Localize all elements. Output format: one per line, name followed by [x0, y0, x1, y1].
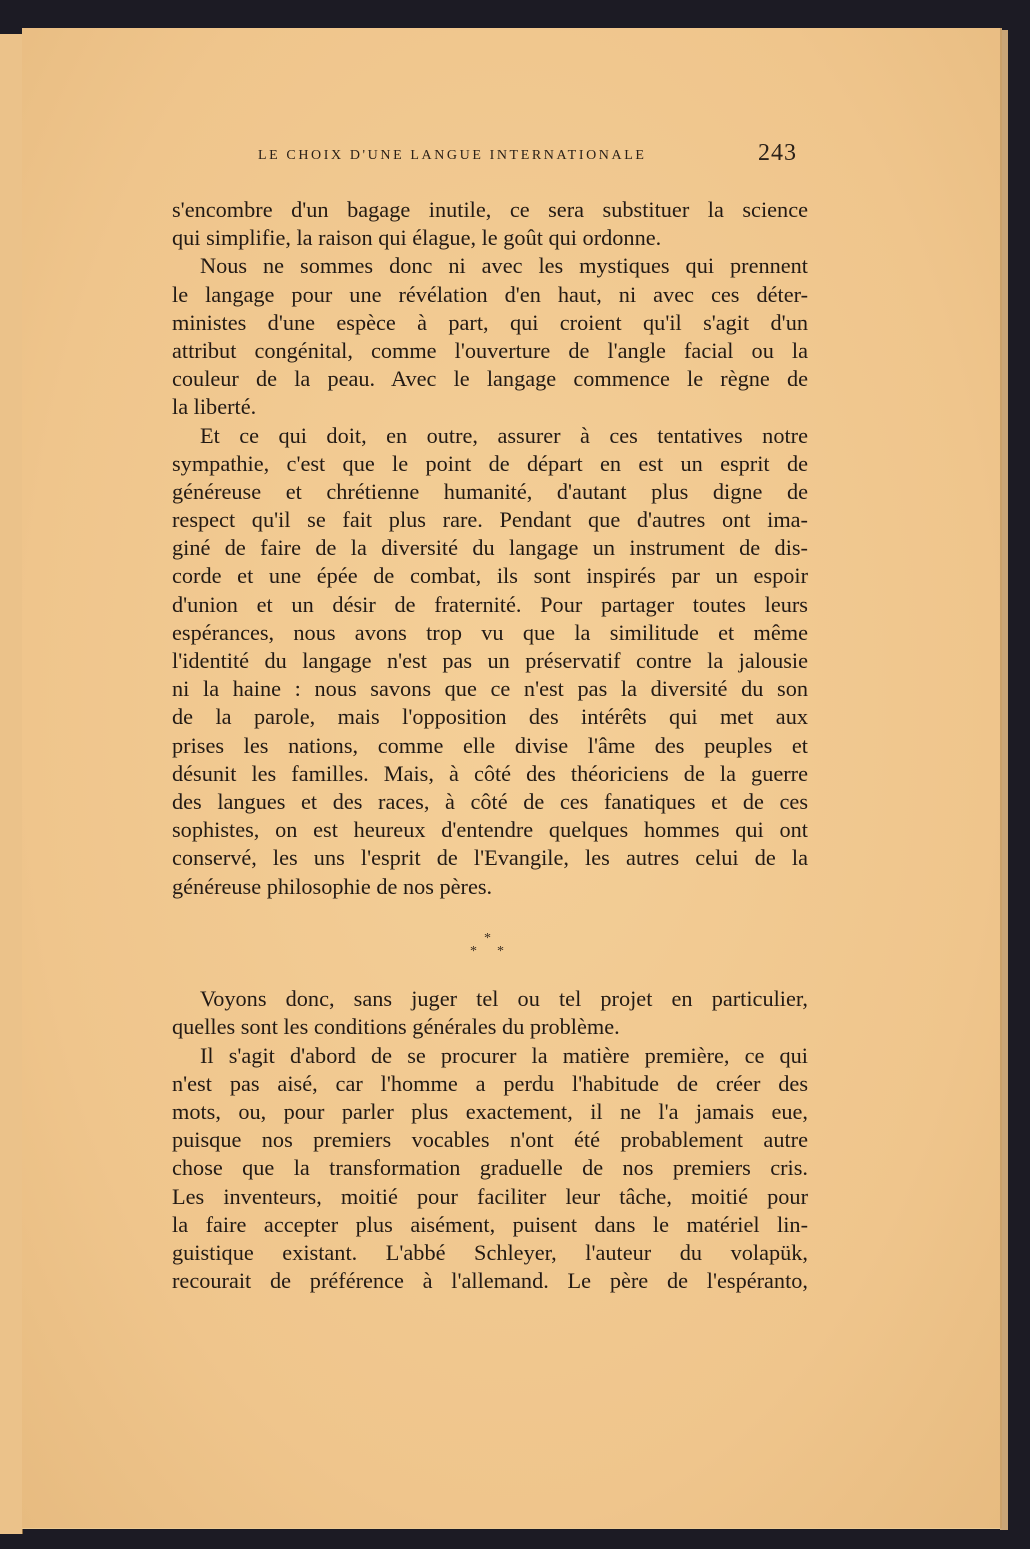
paragraph — [172, 985, 808, 1041]
text-line: Et ce qui doit, en outre, assurer à ces tentatives notre — [200, 422, 808, 448]
text-line: sophistes, on est heureux d'entendre quelques hommes qui ont — [172, 817, 808, 843]
text-line: l'identité du langage n'est pas un préservatif contre la jalousie — [172, 648, 808, 673]
text-line: sympathie, c'est que le point de départ en est un esprit de — [172, 450, 808, 476]
paragraph — [172, 196, 808, 252]
text-line: attribut congénital, comme l'ouverture de l'angle facial ou la — [172, 337, 808, 363]
body-text — [172, 196, 808, 1295]
text-line: espérances, nous avons trop vu que la similitude et même — [172, 619, 808, 645]
text-line: puisque nos premiers vocables n'ont été probablement autre — [172, 1127, 808, 1153]
text-line: respect qu'il se fait plus rare. Pendant que d'autres ont ima- — [172, 507, 808, 533]
text-line: mots, ou, pour parler plus exactement, il ne l'a jamais eue, — [172, 1099, 808, 1125]
text-line: Les inventeurs, moitié pour faciliter leur tâche, moitié pour — [172, 1183, 808, 1209]
running-title: LE CHOIX D'UNE LANGUE INTERNATIONALE — [258, 148, 647, 163]
text-line: chose que la transformation graduelle de nos premiers cris. — [172, 1155, 808, 1181]
text-line: d'union et un désir de fraternité. Pour partager toutes leurs — [172, 591, 808, 617]
text-line: la liberté. — [172, 394, 257, 420]
text-line: giné de faire de la diversité du langage un instrument de dis- — [172, 535, 808, 561]
text-line: couleur de la peau. Avec le langage commence le règne de — [172, 366, 808, 392]
text-line: Voyons donc, sans juger tel ou tel projet en particulier, — [200, 986, 808, 1012]
text-line: ministes d'une espèce à part, qui croient qu'il s'agit d'un — [172, 309, 808, 335]
text-line: ni la haine : nous savons que ce n'est pas la diversité du son — [172, 676, 808, 702]
text-line: des langues et des races, à côté de ces fanatiques et de ces — [172, 788, 808, 814]
text-line: prises les nations, comme elle divise l'âme des peuples et — [172, 732, 808, 758]
text-line: quelles sont les conditions générales du problème. — [172, 1014, 620, 1040]
text-line: Il s'agit d'abord de se procurer la matière première, ce qui — [200, 1042, 808, 1068]
asterisk: * — [497, 943, 504, 959]
text-line: conservé, les uns l'esprit de l'Evangile, les autres celui de la — [172, 845, 808, 871]
section-break-asterism — [172, 901, 808, 986]
facing-page-edge — [0, 34, 23, 1534]
paragraph — [172, 422, 808, 901]
text-line: généreuse et chrétienne humanité, d'autant plus digne de — [172, 478, 808, 504]
asterisk: * — [484, 930, 491, 946]
paragraph — [172, 252, 808, 421]
paragraph — [172, 1042, 808, 1296]
text-line: s'encombre d'un bagage inutile, ce sera substituer la science — [172, 197, 808, 222]
page-right-edge — [1000, 30, 1008, 1530]
text-line: généreuse philosophie de nos pères. — [172, 873, 493, 899]
text-line: guistique existant. L'abbé Schleyer, l'auteur du volapük, — [172, 1239, 808, 1265]
asterisk: * — [470, 943, 477, 959]
text-line: désunit les familles. Mais, à côté des théoriciens de la guerre — [172, 760, 808, 786]
text-line: le langage pour une révélation d'en haut, ni avec ces déter- — [172, 281, 808, 307]
page-number: 243 — [758, 140, 797, 166]
text-line: Nous ne sommes donc ni avec les mystiques qui prennent — [200, 253, 808, 279]
text-line: n'est pas aisé, car l'homme a perdu l'habitude de créer des — [172, 1070, 808, 1096]
text-line: la faire accepter plus aisément, puisent dans le matériel lin- — [172, 1211, 808, 1237]
text-line: recourait de préférence à l'allemand. Le père de l'espéranto, — [172, 1268, 808, 1294]
text-line: qui simplifie, la raison qui élague, le goût qui ordonne. — [172, 225, 662, 251]
text-line: de la parole, mais l'opposition des intérêts qui met aux — [172, 704, 808, 730]
text-line: corde et une épée de combat, ils sont inspirés par un espoir — [172, 563, 808, 589]
